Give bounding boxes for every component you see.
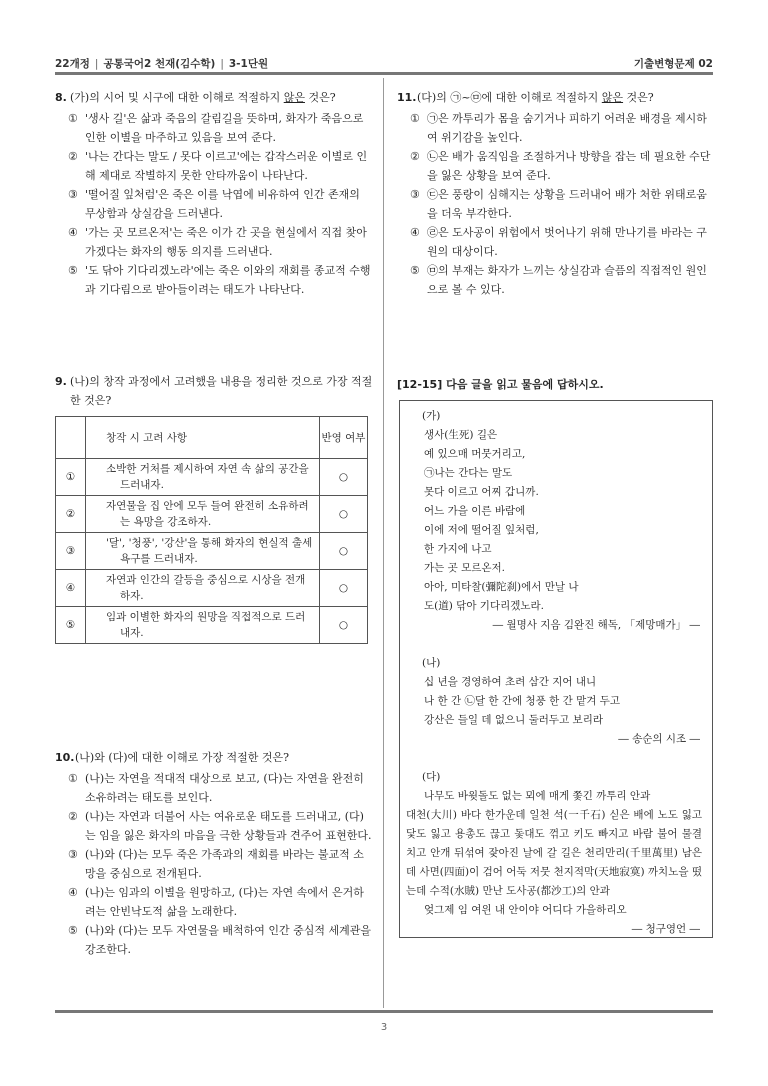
row-mark: ② xyxy=(56,496,86,533)
poem-line: 나무도 바윗돌도 없는 뫼에 매게 쫓긴 까투리 안과 xyxy=(424,790,651,802)
row-check: ○ xyxy=(320,607,368,644)
question-11 xyxy=(397,88,715,299)
poem-line: ㉠나는 간다는 말도 xyxy=(424,467,513,479)
row-mark: ⑤ xyxy=(56,607,86,644)
poem-line: 엊그제 임 여읜 내 안이야 어디다 가을하리오 xyxy=(424,904,627,916)
option-text: ㉢은 풍랑이 심해지는 상황을 드러내어 배가 처한 위태로움을 더욱 부각한다. xyxy=(427,188,707,220)
option-mark: ④ xyxy=(410,226,420,239)
question-number: 9. xyxy=(55,375,67,388)
table-row[interactable] xyxy=(56,607,368,644)
option-1[interactable] xyxy=(55,769,373,807)
option-text: ㉤의 부재는 화자가 느끼는 상실감과 슬픔의 직접적인 원인으로 볼 수 있다. xyxy=(427,264,707,296)
option-text: (나)는 자연을 적대적 대상으로 보고, (다)는 자연을 완전히 소유하려는 태도를 보인다. xyxy=(85,772,364,804)
row-check: ○ xyxy=(320,570,368,607)
question-stem-emphasis: 않은 xyxy=(283,91,305,104)
consideration-table xyxy=(55,416,368,644)
option-mark: ① xyxy=(68,772,78,785)
poem-line: 어느 가을 이른 바람에 xyxy=(424,505,526,517)
question-stem: (가)의 시어 및 시구에 대한 이해로 적절하지 xyxy=(70,91,284,104)
passage-tag-ga: (가) xyxy=(422,410,441,422)
question-stem: (다)의 ㉠~㉤에 대한 이해로 적절하지 xyxy=(417,91,602,104)
row-check: ○ xyxy=(320,533,368,570)
option-mark: ① xyxy=(410,112,420,125)
option-text: '나는 간다는 말도 / 못다 이르고'에는 갑작스러운 이별로 인해 제대로 작별하지 못한 안타까움이 나타난다. xyxy=(85,150,368,182)
option-mark: ③ xyxy=(68,848,78,861)
poem-line: 십 년을 경영하여 초려 삼간 지어 내니 xyxy=(424,676,597,688)
option-mark: ⑤ xyxy=(68,924,78,937)
question-stem: (나)와 (다)에 대한 이해로 가장 적절한 것은? xyxy=(75,751,290,764)
options xyxy=(55,109,373,299)
header-title: 기출변형문제 02 xyxy=(633,58,713,70)
option-2[interactable] xyxy=(397,147,715,185)
options xyxy=(397,109,715,299)
row-text: 자연물을 집 안에 모두 들여 완전히 소유하려는 욕망을 강조하자. xyxy=(86,496,320,533)
option-3[interactable] xyxy=(55,845,373,883)
option-4[interactable] xyxy=(397,223,715,261)
option-2[interactable] xyxy=(55,147,373,185)
passage-source-da: ― 청구영언 ― xyxy=(631,923,700,935)
page-number: 3 xyxy=(380,1022,388,1033)
option-text: ㉠은 까투리가 몸을 숨기거나 피하기 어려운 배경을 제시하여 위기감을 높인다. xyxy=(427,112,707,144)
poem-line: 예 있으매 머뭇거리고, xyxy=(424,448,526,460)
row-mark: ③ xyxy=(56,533,86,570)
poem-line: 생사(生死) 길은 xyxy=(424,429,498,441)
option-text: '가는 곳 모르온저'는 죽은 이가 간 곳을 현실에서 직접 찾아가겠다는 화자의 행동 의지를 드러낸다. xyxy=(85,226,367,258)
option-mark: ① xyxy=(68,112,78,125)
row-text: 소박한 거처를 제시하여 자연 속 삶의 공간을 드러내자. xyxy=(86,459,320,496)
row-mark: ④ xyxy=(56,570,86,607)
table-row[interactable] xyxy=(56,570,368,607)
row-mark: ① xyxy=(56,459,86,496)
option-4[interactable] xyxy=(55,223,373,261)
question-8 xyxy=(55,88,373,299)
option-3[interactable] xyxy=(55,185,373,223)
option-text: '떨어질 잎처럼'은 죽은 이를 낙엽에 비유하여 인간 존재의 무상함과 상실감을 드러낸다. xyxy=(85,188,360,220)
option-mark: ④ xyxy=(68,886,78,899)
option-mark: ④ xyxy=(68,226,78,239)
option-5[interactable] xyxy=(397,261,715,299)
question-number: 8. xyxy=(55,91,67,104)
header-rule xyxy=(55,72,713,75)
option-4[interactable] xyxy=(55,883,373,921)
table-row[interactable] xyxy=(56,533,368,570)
option-mark: ② xyxy=(68,810,78,823)
table-header-reflect: 반영 여부 xyxy=(320,417,368,459)
header-course-info: 22개정 | 공통국어2 천재(김수학) | 3-1단원 xyxy=(55,58,269,70)
option-mark: ② xyxy=(410,150,420,163)
option-mark: ② xyxy=(68,150,78,163)
table-header-blank xyxy=(56,417,86,459)
option-5[interactable] xyxy=(55,261,373,299)
passage-tag-da: (다) xyxy=(422,771,441,783)
passage-tag-na: (나) xyxy=(422,657,441,669)
table-row[interactable] xyxy=(56,496,368,533)
header-textbook: 공통국어2 천재(김수학) xyxy=(103,58,216,70)
question-number: 10. xyxy=(55,751,75,764)
poem-line: 아아, 미타찰(彌陀刹)에서 만날 나 xyxy=(424,581,579,593)
poem-line: 강산은 들일 데 없으니 둘러두고 보리라 xyxy=(424,714,603,726)
question-stem-end: 것은? xyxy=(304,91,336,104)
question-stem-emphasis: 않은 xyxy=(601,91,624,104)
option-mark: ⑤ xyxy=(68,264,78,277)
option-text: (나)와 (다)는 모두 죽은 가족과의 재회를 바라는 불교적 소망을 중심으로 전개된다. xyxy=(85,848,364,880)
option-1[interactable] xyxy=(397,109,715,147)
option-2[interactable] xyxy=(55,807,373,845)
poem-line: 나 한 간 ㉡달 한 간에 청풍 한 간 맡겨 두고 xyxy=(424,695,621,707)
option-text: (나)는 임과의 이별을 원망하고, (다)는 자연 속에서 은거하려는 안빈낙도적 삶을 노래한다. xyxy=(85,886,364,918)
poem-line: 이에 저에 떨어질 잎처럼, xyxy=(424,524,539,536)
passage-box xyxy=(399,400,713,938)
poem-line: 도(道) 닦아 기다리겠노라. xyxy=(424,600,544,612)
option-mark: ⑤ xyxy=(410,264,420,277)
page-header xyxy=(55,52,713,74)
passage-source-ga: ― 월명사 지음 김완진 해독, 「제망매가」 ― xyxy=(492,619,700,631)
question-stem-end: 것은? xyxy=(623,91,654,104)
option-text: ㉡은 배가 움직임을 조절하거나 방향을 잡는 데 필요한 수단을 잃은 상황을 보여 준다. xyxy=(427,150,711,182)
options xyxy=(55,769,373,959)
footer-rule xyxy=(55,1010,713,1013)
row-check: ○ xyxy=(320,496,368,533)
question-9 xyxy=(55,372,373,644)
option-text: '생사 길'은 삶과 죽음의 갈림길을 뜻하며, 화자가 죽음으로 인한 이별을 마주하고 있음을 보여 준다. xyxy=(85,112,364,144)
column-divider xyxy=(383,78,384,1008)
table-row[interactable] xyxy=(56,459,368,496)
row-text: 자연과 인간의 갈등을 중심으로 시상을 전개하자. xyxy=(86,570,320,607)
header-unit: 3-1단원 xyxy=(228,58,269,70)
row-text: '달', '청풍', '강산'을 통해 화자의 현실적 출세 욕구를 드러내자. xyxy=(86,533,320,570)
option-mark: ③ xyxy=(410,188,420,201)
option-5[interactable] xyxy=(55,921,373,959)
question-number: 11. xyxy=(397,91,417,104)
table-header-row xyxy=(56,417,368,459)
question-stem: (나)의 창작 과정에서 고려했을 내용을 정리한 것으로 가장 적절한 것은? xyxy=(70,375,373,407)
header-curriculum: 22개정 xyxy=(55,58,90,70)
passage-set-title: [12-15] 다음 글을 읽고 물음에 답하시오. xyxy=(397,378,604,391)
option-3[interactable] xyxy=(397,185,715,223)
option-mark: ③ xyxy=(68,188,78,201)
poem-line: 한 가지에 나고 xyxy=(424,543,492,555)
poem-paragraph: 대천(大川) 바다 한가운데 일천 석(一千石) 싣은 배에 노도 잃고 닻도 잃고 용총도 끊고 돛대도 꺾고 키도 빠지고 바람 불어 물결치고 안개 뒤섞여 잦아진 날에 갈 길은 천리만리(千里萬里) 남은데 사면(四面)이 검어 어둑 저뭇 천지적막(天地寂寞) 까치노을 떴는데 수적(水賊) 만난 도사공(都沙工)의 안과 xyxy=(406,809,702,897)
option-text: '도 닦아 기다리겠노라'에는 죽은 이와의 재회를 종교적 수행과 기다림으로 받아들이려는 태도가 나타난다. xyxy=(85,264,371,296)
row-text: 임과 이별한 화자의 원망을 직접적으로 드러내자. xyxy=(86,607,320,644)
table-header-consideration: 창작 시 고려 사항 xyxy=(86,417,320,459)
passage-source-na: ― 송순의 시조 ― xyxy=(618,733,700,745)
option-text: (나)는 자연과 더불어 사는 여유로운 태도를 드러내고, (다)는 임을 잃은 화자의 마음을 극한 상황들과 견주어 표현한다. xyxy=(85,810,372,842)
row-check: ○ xyxy=(320,459,368,496)
option-1[interactable] xyxy=(55,109,373,147)
poem-line: 못다 이르고 어찌 갑니까. xyxy=(424,486,539,498)
option-text: ㉣은 도사공이 위험에서 벗어나기 위해 만나기를 바라는 구원의 대상이다. xyxy=(427,226,707,258)
poem-line: 가는 곳 모르온저. xyxy=(424,562,506,574)
question-10 xyxy=(55,748,373,959)
option-text: (나)와 (다)는 모두 자연물을 배척하여 인간 중심적 세계관을 강조한다. xyxy=(85,924,372,956)
